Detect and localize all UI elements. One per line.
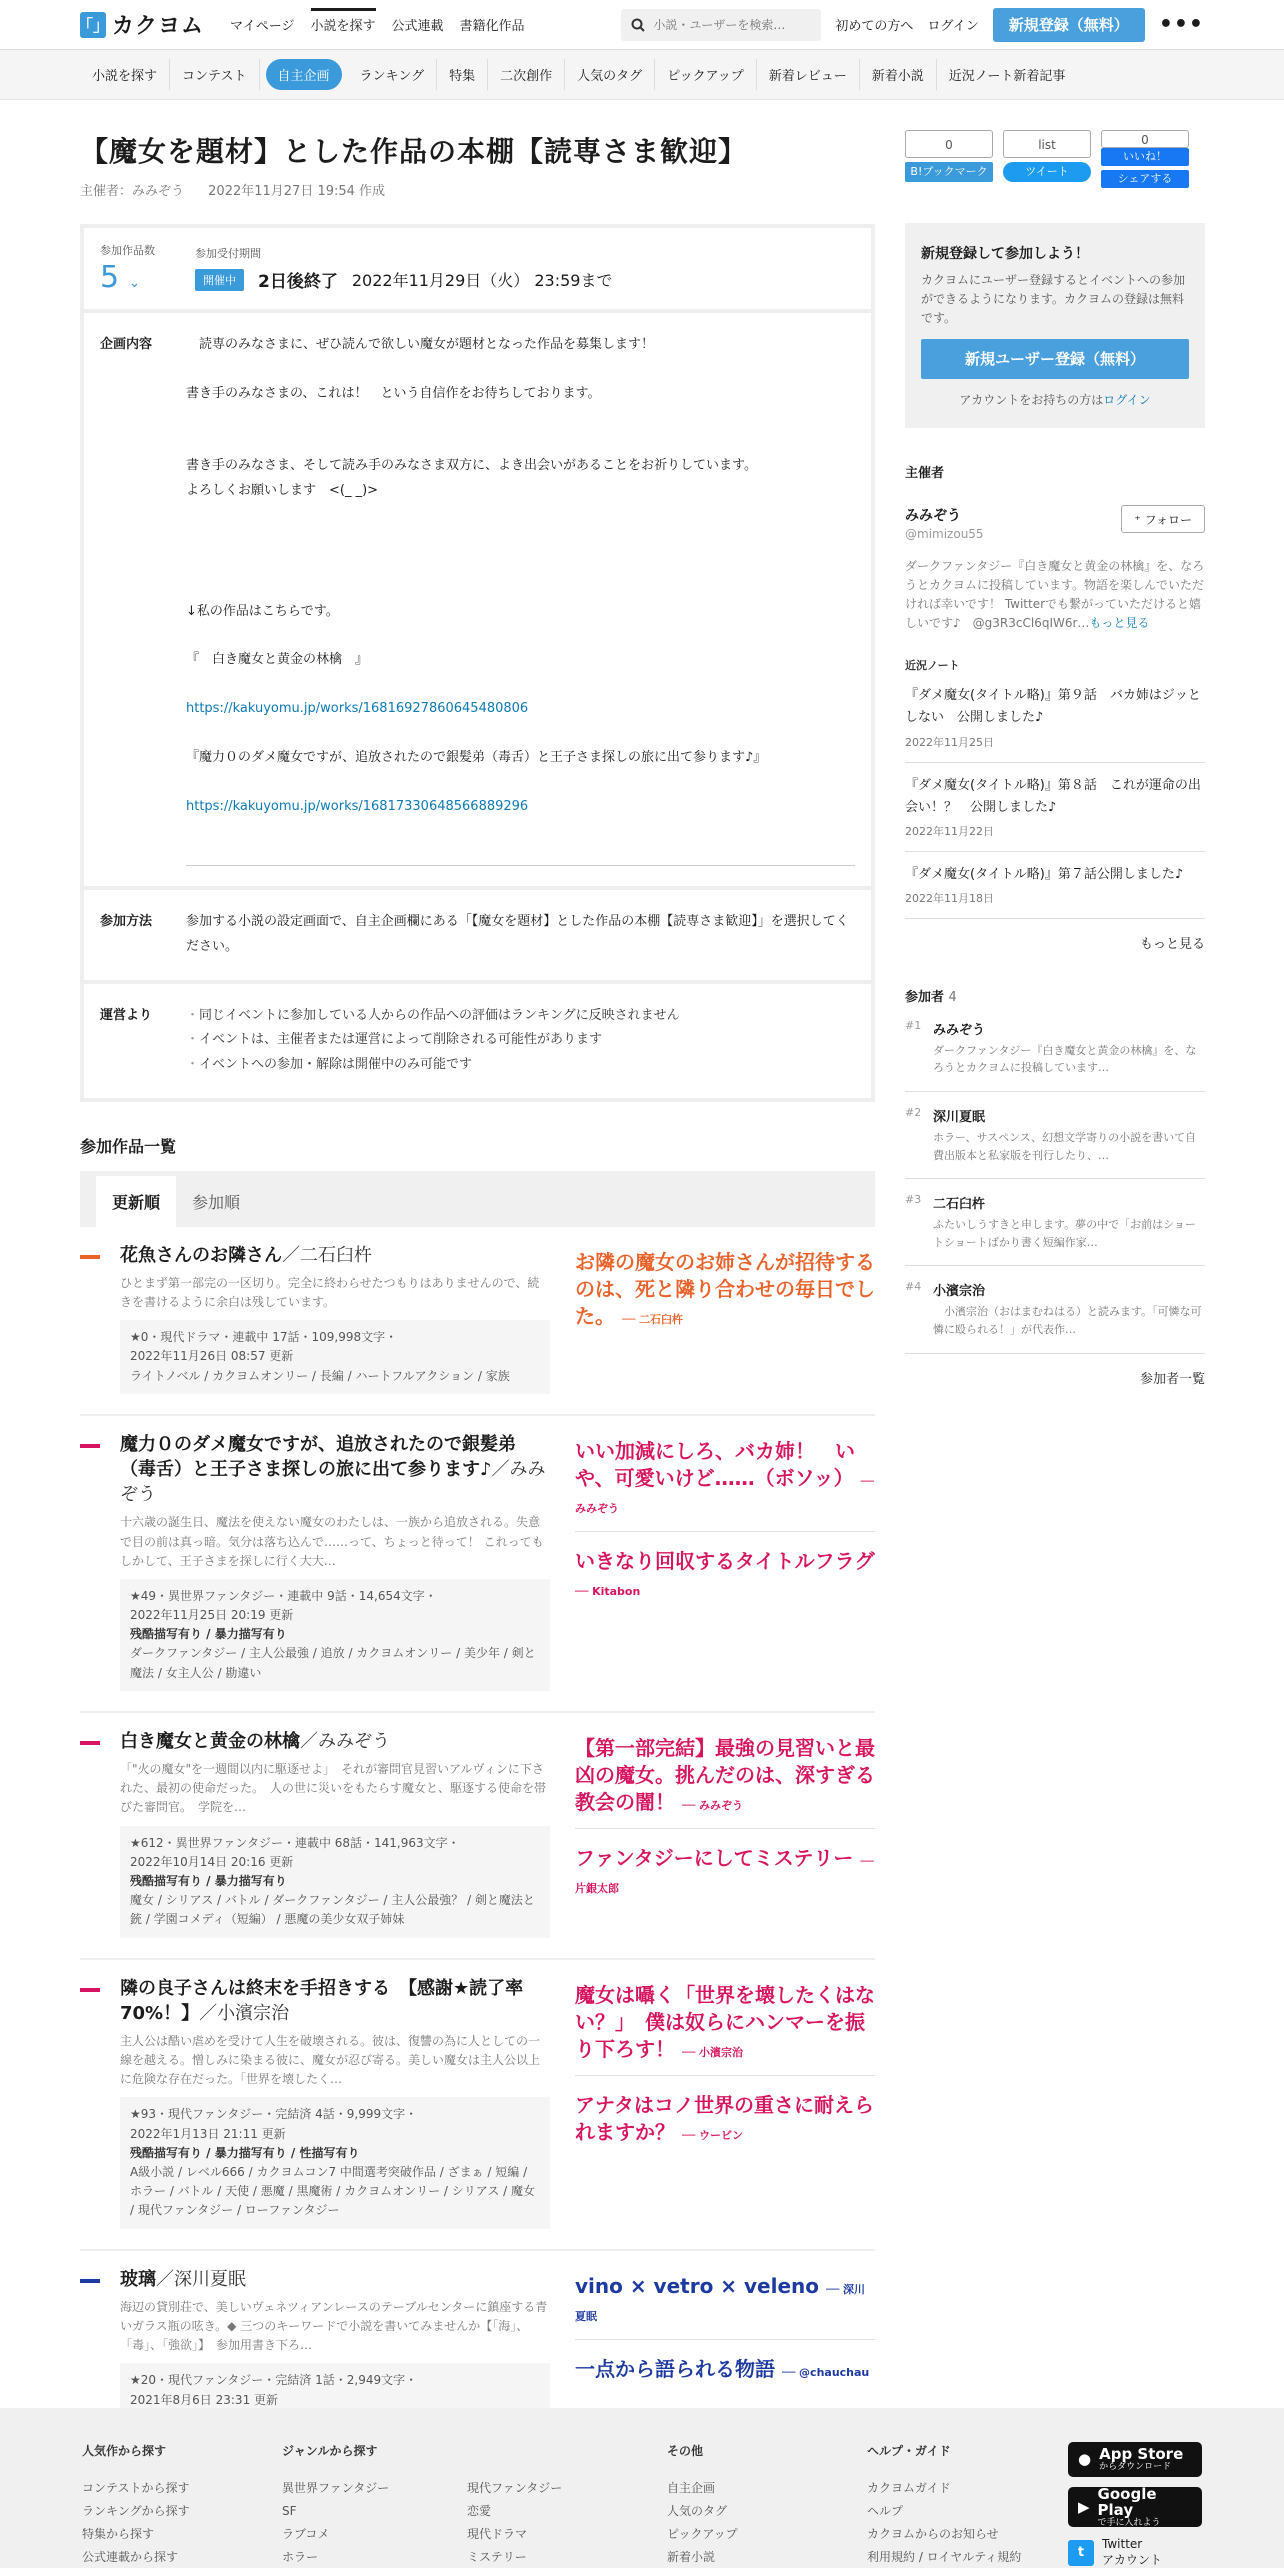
content-line: よろしくお願いします <(_ _)> xyxy=(186,483,379,499)
member-rank: #3 xyxy=(905,1193,922,1207)
genre-color-mark xyxy=(80,1741,100,1745)
logo[interactable] xyxy=(77,9,205,40)
catchphrase-author: ── @chauchau xyxy=(781,2365,870,2379)
catchphrases xyxy=(575,1976,875,2229)
twitter-label: Twitter xyxy=(1102,2537,1143,2551)
footer-link[interactable]: カクヨムからのお知らせ xyxy=(867,2527,999,2541)
logo-text: カクヨム xyxy=(112,14,205,39)
catchphrase-text: お隣の魔女のお姉さんが招待するのは、死と隣り合わせの毎日でした。 xyxy=(575,1249,875,1328)
catchphrase-text: いい加減にしろ、バカ姉！ いや、可愛いけど……（ボソッ） xyxy=(575,1438,855,1490)
login-link[interactable]: ログイン xyxy=(1103,392,1151,407)
hatena-bookmark-button[interactable]: B!ブックマーク xyxy=(905,162,993,182)
register-text: カクヨムにユーザー登録するとイベントへの参加ができるようになります。カクヨムの登録は無料です。 xyxy=(921,273,1186,326)
footer-link[interactable]: 恋愛 xyxy=(467,2504,492,2518)
login-prompt-text: アカウントをお持ちの方は xyxy=(959,392,1104,407)
work-stats: ★93・現代ファンタジー・完結済 4話・9,999文字・ xyxy=(130,2107,418,2122)
footer-link[interactable]: 利用規約 / ロイヤルティ規約 xyxy=(867,2550,1022,2564)
work-item xyxy=(80,1227,875,1416)
content-line: ↓私の作品はこちらです。 xyxy=(186,603,339,619)
content-line: 『魔力０のダメ魔女ですが、追放されたので銀髪弟（毒舌）と王子さま探しの旅に出て参ります♪』 xyxy=(186,749,767,765)
join-method: 参加する小説の設定画面で、自主企画欄にある「【魔女を題材】とした作品の本棚【読専さま歓迎】」を選択してください。 xyxy=(186,914,849,954)
genre-color-mark xyxy=(80,1444,100,1448)
subnav-derivative[interactable]: 二次創作 xyxy=(488,59,565,90)
register-button[interactable]: 新規登録（無料） xyxy=(993,8,1145,42)
subnav-popular-tags[interactable]: 人気のタグ xyxy=(565,59,655,90)
admin-note: ・ 同じイベントに参加している人からの作品への評価はランキングに反映されません xyxy=(186,1004,855,1029)
catchphrase-author: ── 二石臼杵 xyxy=(621,1312,684,1326)
first-time-link[interactable]: 初めての方へ xyxy=(835,19,914,34)
login-link[interactable]: ログイン xyxy=(927,19,979,34)
catchphrase-author: ── 片銀太郎 xyxy=(575,1854,874,1895)
member-item[interactable] xyxy=(905,1179,1205,1266)
footer-link[interactable]: 新着小説 xyxy=(667,2550,716,2564)
share-buttons xyxy=(905,130,1205,188)
work-updated: 2021年8月6日 23:31 更新 xyxy=(130,2392,279,2407)
content-line xyxy=(186,504,855,528)
subnav-search[interactable]: 小説を探す xyxy=(80,59,170,90)
member-desc: ふたいしうすきと申します。夢の中で「お前はショートショートばかり書く短編作家… xyxy=(933,1218,1196,1249)
google-play-badge[interactable] xyxy=(1068,2484,1202,2528)
content-line: 読専のみなさまに、ぜひ読んで欲しい魔女が題材となった作品を募集します！ xyxy=(186,337,655,352)
work-stats: ★20・現代ファンタジー・完結済 1話・2,949文字・ xyxy=(130,2373,418,2388)
footer-link[interactable]: SF xyxy=(282,2504,297,2518)
work-updated: 2022年1月13日 21:11 更新 xyxy=(130,2126,286,2141)
nav-official-serial[interactable]: 公式連載 xyxy=(391,19,444,34)
members-list-link[interactable]: 参加者一覧 xyxy=(1139,1371,1205,1387)
method-label: 参加方法 xyxy=(100,914,153,930)
work-stats: ★49・異世界ファンタジー・連載中 9話・14,654文字・ xyxy=(130,1588,437,1603)
sub-nav xyxy=(0,50,1284,100)
note-item[interactable] xyxy=(905,763,1205,852)
catchphrase[interactable] xyxy=(575,2086,875,2158)
work-stats: ★612・異世界ファンタジー・連載中 68話・141,963文字・ xyxy=(130,1835,460,1850)
footer-link[interactable]: 現代ファンタジー xyxy=(467,2481,563,2495)
status-badge: 開催中 xyxy=(195,269,244,291)
note-date: 2022年11月18日 xyxy=(905,891,994,905)
content-line xyxy=(186,406,855,430)
footer-link[interactable]: コンテストから探す xyxy=(82,2481,190,2495)
nav-search-novels[interactable]: 小説を探す xyxy=(311,8,376,34)
member-item[interactable] xyxy=(905,1005,1205,1092)
top-header xyxy=(0,0,1284,50)
work-title[interactable] xyxy=(120,1243,550,1268)
tweet-list: list xyxy=(1003,130,1091,158)
work-stats: ★0・現代ドラマ・連載中 17話・109,998文字・ xyxy=(130,1330,398,1345)
content-line: 書き手のみなさま、そして読み手のみなさま双方に、よき出会いがあることをお祈りしています。 xyxy=(186,458,757,474)
work-title-text: 隣の良子さんは終末を手招きする 【感謝★読了率70%！】 xyxy=(120,1977,524,2024)
admin-label: 運営より xyxy=(100,1007,153,1023)
follow-button[interactable] xyxy=(1121,505,1205,533)
catchphrase[interactable] xyxy=(575,1976,875,2076)
catchphrase-author: ── みみぞう xyxy=(681,1798,744,1812)
facebook-like-button[interactable]: いいね！ xyxy=(1101,148,1189,166)
work-info xyxy=(120,2097,550,2228)
notes-list xyxy=(905,673,1205,918)
note-title: 『ダメ魔女(タイトル略)』第７話公開しました♪ xyxy=(905,866,1184,882)
catchphrase-text: アナタはコノ世界の重さに耐えられますか？ xyxy=(575,2092,874,2144)
work-title-text: 魔力０のダメ魔女ですが、追放されたので銀髪弟（毒舌）と王子さま探しの旅に出て参ります♪ xyxy=(120,1433,516,1480)
work-author[interactable]: ／みみぞう xyxy=(120,1458,546,1506)
entry-count-value: 5 xyxy=(100,260,120,295)
event-meta xyxy=(80,180,875,199)
top-nav xyxy=(230,15,525,34)
work-title-text: 白き魔女と黄金の林檎 xyxy=(120,1730,300,1752)
more-menu-icon[interactable]: ••• xyxy=(1158,12,1204,37)
content-line xyxy=(186,771,855,795)
note-date: 2022年11月22日 xyxy=(905,824,994,838)
work-description: 海辺の貸別荘で、美しいヴェネツィアンレースのテーブルセンターに鎮座する青いガラス瓶の呟き。◆ 三つのキーワードで小説を書いてみませんか【「海」、「毒」、「強欲」】 参加用書き下ろ… xyxy=(120,2299,548,2353)
login-prompt xyxy=(921,391,1189,408)
content-line xyxy=(186,358,855,382)
members-list xyxy=(905,1005,1205,1354)
follow-label: フォロー xyxy=(1144,512,1192,527)
member-desc: 小濱宗治（おはまむねはる）と読みます。「可憐な可憐に殴られる！」が代表作… xyxy=(933,1305,1202,1336)
footer-link[interactable]: ミステリー xyxy=(467,2550,527,2564)
content-line: 書き手のみなさまの、これは！ という自信作をお待ちしております。 xyxy=(186,385,601,401)
nav-mypage[interactable]: マイページ xyxy=(230,19,295,34)
host-more-link[interactable]: もっと見る xyxy=(1089,616,1150,631)
note-item[interactable] xyxy=(905,673,1205,762)
organizer[interactable]: 主催者：みみぞう xyxy=(80,184,185,199)
content-line xyxy=(186,528,855,552)
chevron-down-icon: ⌄ xyxy=(128,275,141,291)
tab-joined[interactable]: 参加順 xyxy=(192,1192,241,1212)
search-box xyxy=(621,9,821,41)
work-info xyxy=(120,1579,550,1691)
member-rank: #4 xyxy=(905,1280,922,1294)
members-count: 4 xyxy=(948,989,957,1005)
catchphrase-author: ── みみぞう xyxy=(575,1474,874,1515)
work-warnings: 残酷描写有り / 暴力描写有り xyxy=(130,1627,287,1642)
footer-link[interactable]: 特集から探す xyxy=(82,2527,155,2541)
footer-link[interactable]: ランキングから探す xyxy=(82,2504,190,2518)
work-tags[interactable]: A級小説 / レベル666 / カクヨムコン7 中間選考突破作品 / ざまぁ / 短編 / ホラー / バトル / 天使 / 悪魔 / 黒魔術 / カクヨムオンリー / シリアス / 魔女 / 現代ファンタジー / ローファンタジー xyxy=(130,2165,535,2218)
work-description: 主人公は酷い虐めを受けて人生を破壊される。彼は、復讐の為に人としての一線を越える。憎しみに染まる彼に、魔女が忍び寄る。美しい魔女は主人公以上に危険な存在だった。「世界を壊したく… xyxy=(120,2033,541,2087)
logo-icon: 「」 xyxy=(80,12,106,38)
member-rank: #2 xyxy=(905,1105,922,1119)
member-name: みみぞう xyxy=(933,1022,986,1038)
footer-link[interactable]: 公式連載から探す xyxy=(82,2550,179,2564)
register-panel xyxy=(905,223,1205,428)
genre-color-mark xyxy=(80,1988,100,1992)
main-content xyxy=(80,100,875,2459)
footer-heading: その他 xyxy=(667,2444,704,2458)
subnav-self-events[interactable]: 自主企画 xyxy=(266,59,342,90)
member-item[interactable] xyxy=(905,1266,1205,1353)
work-updated: 2022年11月26日 08:57 更新 xyxy=(130,1349,294,1364)
work-title[interactable] xyxy=(120,1976,550,2026)
work-description: ひとまず第一部完の一区切り。完全に終わらせたつもりはありませんので、続きを書けるように余白は残しています。 xyxy=(120,1275,540,1309)
admin-notes xyxy=(186,1004,855,1078)
catchphrase-text: ファンタジーにしてミステリー xyxy=(575,1845,854,1870)
footer-heading: 人気作から探す xyxy=(82,2444,167,2458)
catchphrase-text: 【第一部完結】最強の見習いと最凶の魔女。挑んだのは、深すぎる教会の闇！ xyxy=(575,1735,875,1814)
content-line xyxy=(186,722,855,746)
like-count: 0 xyxy=(1101,130,1189,148)
subnav-new-notes[interactable]: 近況ノート新着記事 xyxy=(948,69,1066,84)
page-title: 【魔女を題材】とした作品の本棚【読専さま歓迎】 xyxy=(80,135,748,168)
note-title: 『ダメ魔女(タイトル略)』第８話 これが運命の出会い！？ 公開しました♪ xyxy=(905,777,1201,815)
work-title[interactable] xyxy=(120,1729,550,1754)
genre-color-mark xyxy=(80,2279,100,2283)
catchphrase[interactable] xyxy=(575,1432,875,1532)
host-name[interactable]: みみぞう xyxy=(905,507,961,524)
catchphrase-author: ── ウービン xyxy=(681,2128,744,2142)
work-link[interactable]: https://kakuyomu.jp/works/16817330648566889296 xyxy=(186,798,529,814)
work-info xyxy=(120,1826,550,1938)
catchphrase-author: ── 小濱宗治 xyxy=(681,2045,744,2059)
created-date: 2022年11月27日 19:54 作成 xyxy=(208,184,386,199)
content-line xyxy=(186,430,855,454)
catchphrase-text: vino × vetro × veleno xyxy=(575,2273,820,2298)
footer-heading: ヘルプ・ガイド xyxy=(867,2444,951,2458)
work-author[interactable]: ／みみぞう xyxy=(300,1730,390,1752)
app-store-label: App Store xyxy=(1099,2445,1184,2464)
nav-books[interactable]: 書籍化作品 xyxy=(459,19,525,34)
period-label: 参加受付期間 xyxy=(195,247,261,260)
content-line xyxy=(186,552,855,576)
footer-link[interactable]: 人気のタグ xyxy=(667,2504,728,2518)
work-tags[interactable]: ダークファンタジー / 主人公最強 / 追放 / カクヨムオンリー / 美少年 / 剣と魔法 / 女主人公 / 勘違い xyxy=(130,1646,536,1680)
twitter-link[interactable] xyxy=(1068,2537,1202,2568)
entry-count[interactable] xyxy=(100,260,155,295)
footer-heading: ジャンルから探す xyxy=(282,2444,378,2458)
content-line: 『 白き魔女と黄金の林檎 』 xyxy=(186,652,369,668)
works-heading: 参加作品一覧 xyxy=(80,1136,177,1156)
work-title[interactable] xyxy=(120,2267,550,2292)
admin-note: ・ イベントは、主催者または運営によって削除される可能性があります xyxy=(186,1028,855,1053)
works-tabs xyxy=(80,1171,875,1227)
event-box xyxy=(80,224,875,1102)
footer-link[interactable]: 異世界ファンタジー xyxy=(282,2481,390,2495)
catchphrase[interactable] xyxy=(575,1729,875,1829)
members-heading xyxy=(905,986,1205,1005)
work-link[interactable]: https://kakuyomu.jp/works/16816927860645480806 xyxy=(186,701,529,717)
subnav-contest[interactable]: コンテスト xyxy=(170,59,259,90)
footer-link[interactable]: 自主企画 xyxy=(667,2481,716,2495)
tweet-button[interactable]: ツイート xyxy=(1003,162,1091,182)
bookmark-count: 0 xyxy=(905,130,993,158)
facebook-share-button[interactable]: シェアする xyxy=(1101,170,1189,188)
app-store-sub: からダウンロード xyxy=(1099,2461,1172,2472)
catchphrase-text: いきなり回収するタイトルフラグ xyxy=(575,1548,875,1573)
work-title[interactable] xyxy=(120,1432,550,1508)
divider xyxy=(186,865,855,866)
count-label: 参加作品数 xyxy=(100,244,155,257)
subnav-feature[interactable]: 特集 xyxy=(437,59,488,90)
work-warnings: 残酷描写有り / 暴力描写有り xyxy=(130,1873,287,1888)
host-description xyxy=(905,557,1205,634)
subnav-new-novels[interactable]: 新着小説 xyxy=(860,59,937,90)
search-icon xyxy=(631,18,645,32)
note-title: 『ダメ魔女(タイトル略)』第９話 バカ姉はジッとしない 公開しました♪ xyxy=(905,688,1201,726)
genre-color-mark xyxy=(80,1255,100,1259)
subnav-new-reviews[interactable]: 新着レビュー xyxy=(757,59,860,90)
host-heading: 主催者 xyxy=(905,465,945,481)
sidebar xyxy=(905,100,1205,1387)
register-title: 新規登録して参加しよう！ xyxy=(921,246,1089,262)
works-list xyxy=(80,1227,875,2459)
work-description: 「"火の魔女"を一週間以内に駆逐せよ」 それが審問官見習いアルヴィンに下された、最初の使命だった。 人の世に災いをもたらす魔女と、駆逐する使命を帯びた審問官。 学院を… xyxy=(120,1762,547,1815)
work-item xyxy=(80,1416,875,1713)
footer-link[interactable]: ホラー xyxy=(282,2550,319,2564)
work-description: 十六歳の誕生日、魔法を使えない魔女のわたしは、一族から追放される。失意で目の前は真っ暗。気分は落ち込んで……って、ちょっと待って！ これってもしかして、王子さまを探しに行く大大… xyxy=(120,1515,544,1568)
catchphrase-text: 一点から語られる物語 xyxy=(575,2356,775,2381)
work-author[interactable]: ／小濱宗治 xyxy=(199,2002,290,2024)
content-line xyxy=(186,673,855,697)
catchphrase-text: 魔女は囁く「世界を壊したくはない？」 僕は奴らにハンマーを振り下ろす！ xyxy=(575,1982,875,2061)
catchphrases xyxy=(575,1432,875,1691)
member-name: 小濱宗治 xyxy=(933,1284,986,1300)
work-author[interactable]: ／二石臼杵 xyxy=(282,1244,372,1266)
app-store-badge[interactable] xyxy=(1068,2442,1202,2477)
notes-heading: 近況ノート xyxy=(905,659,960,673)
member-desc: ホラー、サスペンス、幻想文学寄りの小説を書いて自費出版本と私家版を刊行したり、… xyxy=(933,1130,1197,1162)
twitter-icon: t xyxy=(1068,2540,1094,2566)
catchphrase[interactable] xyxy=(575,1839,875,1911)
work-item xyxy=(80,1960,875,2251)
user-plus-icon: ⁺ xyxy=(1134,512,1141,527)
member-rank: #1 xyxy=(905,1018,922,1032)
catchphrase-author: ── 深川夏眠 xyxy=(575,2282,866,2323)
work-warnings: 残酷描写有り / 暴力描写有り / 性描写有り xyxy=(130,2145,360,2160)
footer-link[interactable]: ラブコメ xyxy=(282,2527,330,2541)
footer-link[interactable]: ヘルプ xyxy=(867,2504,904,2518)
work-updated: 2022年10月14日 20:16 更新 xyxy=(130,1854,294,1869)
catchphrase[interactable] xyxy=(575,2350,875,2395)
play-icon: ▶ xyxy=(1078,2497,1090,2516)
work-title-text: 玻璃 xyxy=(120,2268,156,2290)
deadline: 2022年11月29日（火） 23:59まで xyxy=(351,271,613,290)
notes-more-link[interactable]: もっと見る xyxy=(1139,936,1205,952)
work-updated: 2022年11月25日 20:19 更新 xyxy=(130,1608,294,1623)
content-line xyxy=(186,576,855,600)
catchphrase[interactable] xyxy=(575,1542,875,1614)
catchphrases xyxy=(575,1243,875,1394)
members-heading-label: 参加者 xyxy=(905,989,945,1005)
work-author[interactable]: ／深川夏眠 xyxy=(156,2268,246,2290)
catchphrase[interactable] xyxy=(575,2267,875,2340)
footer-link[interactable]: カクヨムガイド xyxy=(867,2481,951,2495)
google-play-sub: で手に入れよう xyxy=(1097,2517,1161,2528)
remaining-days: 2日後終了 xyxy=(258,272,338,292)
event-content xyxy=(186,333,855,866)
subnav-pickup[interactable]: ピックアップ xyxy=(655,59,757,90)
subnav-ranking[interactable]: ランキング xyxy=(348,59,438,90)
host-id: @mimizou55 xyxy=(905,526,984,541)
member-item[interactable] xyxy=(905,1092,1205,1179)
admin-note: ・ イベントへの参加・解除は開催中のみ可能です xyxy=(186,1053,855,1078)
work-item xyxy=(80,1713,875,1960)
catchphrase[interactable] xyxy=(575,1243,875,1342)
note-date: 2022年11月25日 xyxy=(905,735,994,749)
google-play-label: Google Play xyxy=(1097,2484,1157,2520)
work-info xyxy=(120,1320,550,1394)
search-input[interactable] xyxy=(653,18,803,32)
register-user-button[interactable]: 新規ユーザー登録（無料） xyxy=(921,339,1189,379)
footer-link[interactable]: ピックアップ xyxy=(667,2527,738,2541)
catchphrases xyxy=(575,1729,875,1938)
content-label: 企画内容 xyxy=(100,337,153,352)
footer xyxy=(0,2408,1284,2568)
member-desc: ダークファンタジー『白き魔女と黄金の林檎』を、なろうとカクヨムに投稿しています… xyxy=(933,1043,1197,1075)
member-name: 深川夏眠 xyxy=(933,1109,986,1125)
content-line xyxy=(186,624,855,648)
work-title-text: 花魚さんのお隣さん xyxy=(120,1244,282,1266)
twitter-sub: アカウント xyxy=(1102,2553,1162,2567)
tab-updated[interactable]: 更新順 xyxy=(96,1176,176,1227)
footer-link[interactable]: 現代ドラマ xyxy=(467,2527,528,2541)
apple-icon: ● xyxy=(1078,2450,1092,2469)
catchphrase-author: ── Kitabon xyxy=(575,1584,641,1598)
host-description-text: ダークファンタジー『白き魔女と黄金の林檎』を、なろうとカクヨムに投稿しています。物語を楽しんでいただければ幸いです！ Twitterでも繋がっていただけると嬉しいです♪ @g3R3cCl6qIW6r… xyxy=(905,558,1205,631)
work-tags[interactable]: ライトノベル / カクヨムオンリー / 長編 / ハートフルアクション / 家族 xyxy=(130,1368,510,1383)
work-tags[interactable]: 魔女 / シリアス / バトル / ダークファンタジー / 主人公最強？ / 剣と魔法と銃 / 学園コメディ（短編） / 悪魔の美少女双子姉妹 xyxy=(130,1893,535,1927)
member-name: 二石臼杵 xyxy=(933,1197,986,1213)
note-item[interactable] xyxy=(905,852,1205,919)
